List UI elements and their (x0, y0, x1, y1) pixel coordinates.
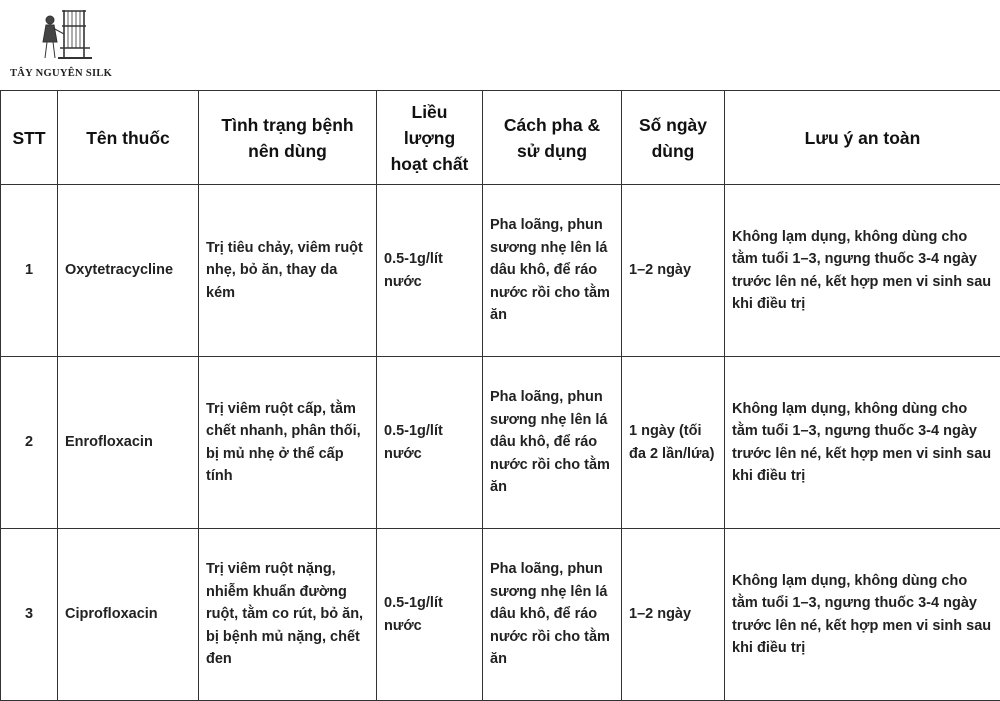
medicine-table (0, 90, 1000, 701)
cell-medicine-name: Oxytetracycline (58, 185, 199, 357)
cell-safety: Không lạm dụng, không dùng cho tằm tuổi 1–3, ngưng thuốc 3-4 ngày trước lên né, kết hợp men vi sinh sau khi điều trị (725, 529, 1000, 701)
cell-usage: Pha loãng, phun sương nhẹ lên lá dâu khô, để ráo nước rồi cho tằm ăn (483, 185, 622, 357)
table-row (1, 529, 1000, 701)
cell-stt: 1 (1, 185, 58, 357)
cell-dosage: 0.5-1g/lít nước (377, 357, 483, 529)
cell-dosage: 0.5-1g/lít nước (377, 185, 483, 357)
header-safety: Lưu ý an toàn (725, 91, 1000, 185)
cell-dosage: 0.5-1g/lít nước (377, 529, 483, 701)
brand-logo (8, 6, 138, 86)
header-medicine-name: Tên thuốc (58, 91, 199, 185)
cell-stt: 2 (1, 357, 58, 529)
cell-safety: Không lạm dụng, không dùng cho tằm tuổi 1–3, ngưng thuốc 3-4 ngày trước lên né, kết hợp men vi sinh sau khi điều trị (725, 357, 1000, 529)
header-condition: Tình trạng bệnh nên dùng (199, 91, 377, 185)
brand-name: TÂY NGUYÊN SILK (10, 68, 140, 79)
cell-medicine-name: Ciprofloxacin (58, 529, 199, 701)
cell-usage: Pha loãng, phun sương nhẹ lên lá dâu khô, để ráo nước rồi cho tằm ăn (483, 357, 622, 529)
loom-weaver-icon (38, 6, 98, 64)
table-row (1, 357, 1000, 529)
header-days: Số ngày dùng (622, 91, 725, 185)
table-header-row (1, 91, 1000, 185)
cell-medicine-name: Enrofloxacin (58, 357, 199, 529)
header-dosage: Liều lượng hoạt chất (377, 91, 483, 185)
cell-safety: Không lạm dụng, không dùng cho tằm tuổi 1–3, ngưng thuốc 3-4 ngày trước lên né, kết hợp men vi sinh sau khi điều trị (725, 185, 1000, 357)
header-usage: Cách pha & sử dụng (483, 91, 622, 185)
cell-condition: Trị viêm ruột nặng, nhiễm khuẩn đường ruột, tằm co rút, bỏ ăn, bị bệnh mủ nặng, chết đen (199, 529, 377, 701)
cell-days: 1–2 ngày (622, 185, 725, 357)
cell-stt: 3 (1, 529, 58, 701)
cell-days: 1 ngày (tối đa 2 lần/lứa) (622, 357, 725, 529)
cell-days: 1–2 ngày (622, 529, 725, 701)
table-row (1, 185, 1000, 357)
cell-condition: Trị viêm ruột cấp, tằm chết nhanh, phân thối, bị mủ nhẹ ở thể cấp tính (199, 357, 377, 529)
header-stt: STT (1, 91, 58, 185)
cell-condition: Trị tiêu chảy, viêm ruột nhẹ, bỏ ăn, thay da kém (199, 185, 377, 357)
cell-usage: Pha loãng, phun sương nhẹ lên lá dâu khô, để ráo nước rồi cho tằm ăn (483, 529, 622, 701)
